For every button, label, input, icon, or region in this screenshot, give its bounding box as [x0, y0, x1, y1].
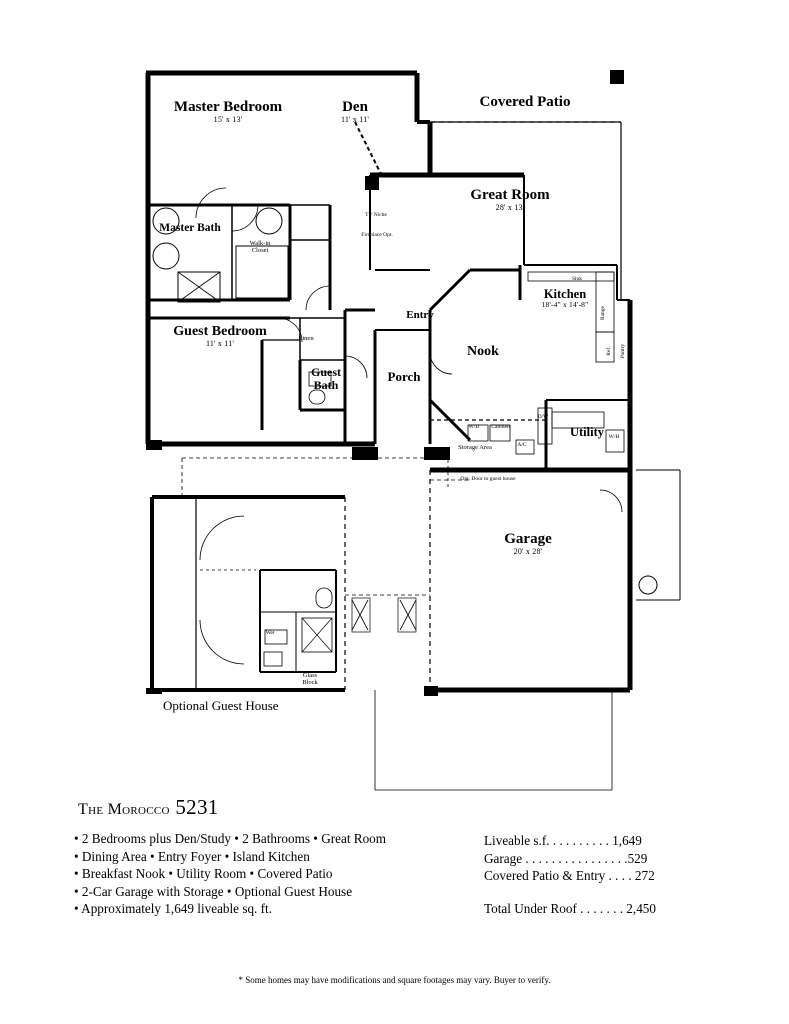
feature-item: • Breakfast Nook • Utility Room • Covered Patio [74, 866, 333, 882]
total-label: Total Under Roof [484, 901, 577, 916]
area-label: Covered Patio & Entry [484, 868, 606, 884]
room-name-den: Den [342, 99, 368, 115]
label-dishwasher: D/W [537, 414, 549, 420]
label-range: Range [599, 305, 606, 321]
area-leader: . . . . . . . . . [552, 833, 609, 848]
area-leader: . . . . . . . . . . . . . . . [525, 850, 621, 866]
room-name-kitchen: Kitchen [543, 287, 587, 301]
feature-item: • 2-Car Garage with Storage • Optional Guest House [74, 883, 353, 899]
feature-list [74, 830, 386, 918]
area-label: Garage [484, 850, 523, 866]
label-tv-niche: TV Niche [365, 212, 387, 218]
label-opt-door-guest-house: Opt. Door to guest house [460, 476, 516, 482]
label-sink: Sink [571, 276, 583, 282]
room-dim-master-bedroom: 15' x 13' [213, 114, 243, 124]
plan-title-name: The Morocco [78, 801, 170, 818]
room-name-nook: Nook [467, 344, 499, 359]
total-value: 2,450 [626, 901, 656, 916]
label-fireplace-opt: Fireplace Opt. [361, 232, 393, 238]
room-label-master-bedroom [168, 100, 288, 124]
area-leader: . . . . [608, 868, 632, 884]
label-walk-in-closet: Walk-in Closet [249, 240, 271, 255]
label-washer-dryer: W/D [468, 424, 480, 430]
room-name-garage: Garage [504, 531, 552, 547]
room-name-guest-bath: Guest Bath [311, 365, 341, 392]
room-dim-great-room: 28' x 13' [495, 202, 525, 212]
area-summary [484, 832, 655, 885]
room-label-master-bath [150, 222, 230, 234]
room-dim-kitchen: 18'-4" x 14'-8" [541, 300, 589, 310]
area-value: 1,649 [612, 833, 642, 848]
room-label-guest-bedroom [165, 325, 275, 348]
total-leader: . . . . . . . [580, 901, 623, 916]
label-ac-unit: A/C [517, 442, 527, 448]
room-dim-den: 11' x 11' [340, 114, 370, 124]
area-row [484, 850, 655, 868]
feature-item: • Dining Area • Entry Foyer • Island Kitchen [74, 848, 310, 864]
optional-guest-house-label: Optional Guest House [163, 698, 279, 713]
room-name-covered-patio: Covered Patio [479, 94, 571, 110]
area-label: Liveable s.f. [484, 833, 550, 848]
room-name-entry: Entry [406, 309, 434, 321]
room-name-master-bedroom: Master Bedroom [173, 99, 283, 115]
disclaimer-text: * Some homes may have modifications and square footages may vary. Buyer to verify. [238, 975, 551, 985]
label-refrigerator: Ref. [605, 346, 612, 356]
total-under-roof [484, 901, 656, 917]
label-glass-block: Glass Block [302, 672, 318, 687]
label-storage-area: Storage Area [458, 444, 492, 451]
area-value: .529 [624, 850, 648, 866]
room-name-master-bath: Master Bath [159, 222, 221, 234]
room-name-guest-bedroom: Guest Bedroom [173, 324, 267, 339]
room-label-guest-bath [300, 366, 352, 391]
room-label-great-room [420, 188, 600, 212]
room-dim-guest-bedroom: 11' x 11' [205, 338, 235, 348]
room-label-nook [443, 345, 523, 360]
page-title [78, 795, 219, 820]
room-label-porch [376, 370, 432, 384]
room-name-utility: Utility [569, 425, 605, 439]
label-linen: Linen [298, 335, 314, 342]
label-pantry: Pantry [619, 343, 626, 359]
room-name-great-room: Great Room [470, 187, 550, 203]
label-cabinets: Cabinets [491, 424, 511, 430]
area-row [484, 832, 655, 850]
room-label-entry [390, 310, 450, 322]
label-wet: Wet [265, 630, 275, 636]
feature-item: • Approximately 1,649 liveable sq. ft. [74, 901, 272, 917]
area-value: 272 [634, 868, 655, 884]
room-label-garage [458, 532, 598, 556]
label-water-heater: W/H [608, 434, 620, 440]
room-name-porch: Porch [387, 369, 421, 384]
room-dim-garage: 20' x 28' [513, 546, 543, 556]
plan-title-number: 5231 [175, 795, 219, 819]
feature-item: • 2 Bedrooms plus Den/Study • 2 Bathrooms • Great Room [74, 831, 387, 846]
area-row [484, 867, 655, 885]
room-label-covered-patio [430, 95, 620, 111]
room-label-den [310, 100, 400, 124]
